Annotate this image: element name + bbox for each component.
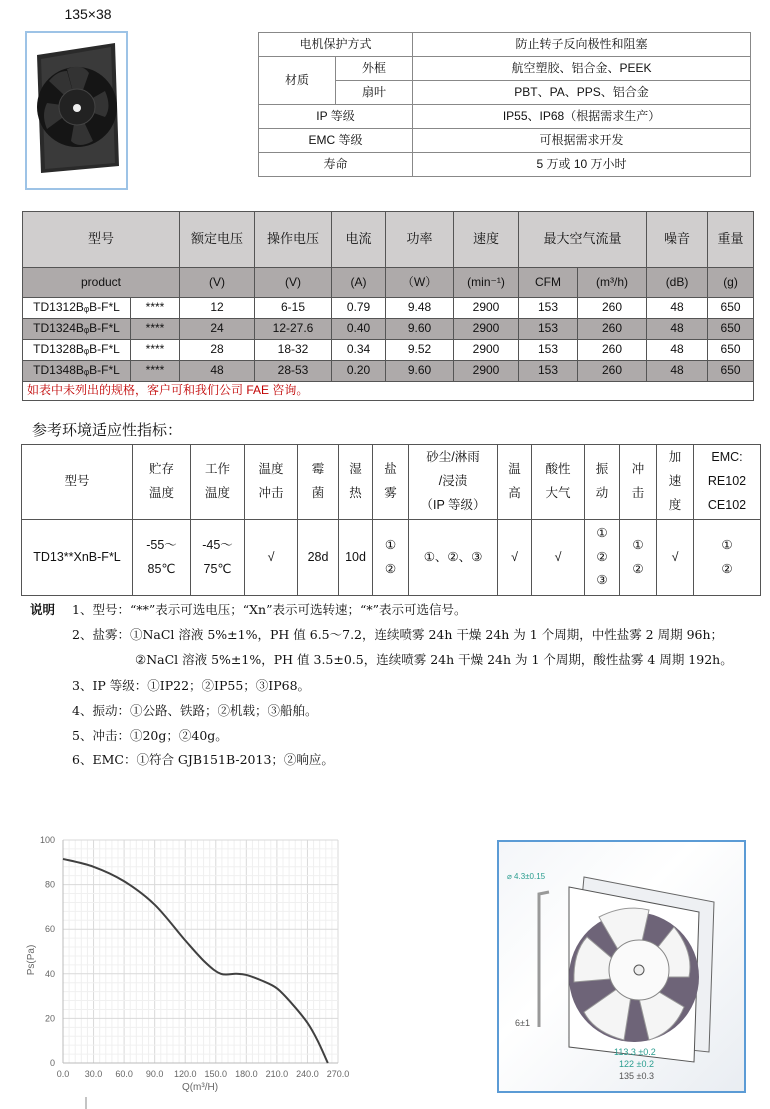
env-header-cell: 湿 热 [339, 445, 373, 520]
spec-table [258, 32, 751, 177]
y-tick-label: 20 [44, 1013, 55, 1024]
env-value-cell: √ [498, 520, 532, 596]
header-cell: 速度 [454, 212, 519, 268]
header-cell: 额定电压 [180, 212, 255, 268]
header-cell: 型号 [23, 212, 180, 268]
cell-m3h: 260 [578, 298, 647, 319]
env-header-cell: 冲 击 [620, 445, 657, 520]
cell-weight: 650 [708, 361, 754, 382]
header-cell: 操作电压 [255, 212, 332, 268]
env-header-cell: 盐 雾 [373, 445, 409, 520]
cell-code: **** [131, 298, 180, 319]
y-tick-label: 80 [44, 879, 55, 890]
note-item: 6、EMC：①符合 GJB151B-2013；②响应。 [72, 752, 334, 767]
cell-model: TD1348BᵩB-F*L [23, 361, 131, 382]
spec-label: EMC 等级 [259, 129, 413, 153]
fan-icon [27, 33, 126, 188]
dimension-122: 122 ±0.2 [619, 1059, 654, 1069]
cell-model: TD1324BᵩB-F*L [23, 319, 131, 340]
env-header-cell: 振 动 [585, 445, 620, 520]
unit-cell: （W） [386, 268, 454, 298]
unit-cell: (m³/h) [578, 268, 647, 298]
cell-speed: 2900 [454, 298, 519, 319]
env-header-cell: 温度 冲击 [245, 445, 298, 520]
x-tick-label: 150.0 [204, 1069, 228, 1079]
cell-cfm: 153 [519, 340, 578, 361]
note-item: ②NaCl 溶液 5%±1%，PH 值 3.5±0.5，连续喷雾 24h 干燥 24h 为 1 个周期，酸性盐雾 4 周期 192h。 [135, 652, 733, 667]
cell-m3h: 260 [578, 340, 647, 361]
model-table [22, 211, 754, 401]
cell-op_v: 12-27.6 [255, 319, 332, 340]
cell-rated_v: 24 [180, 319, 255, 340]
x-tick-label: 90.0 [145, 1069, 164, 1079]
env-header-cell: 酸性 大气 [532, 445, 585, 520]
env-value-cell: ① ② [620, 520, 657, 596]
header-cell: 电流 [332, 212, 386, 268]
cell-weight: 650 [708, 319, 754, 340]
cell-noise: 48 [647, 319, 708, 340]
header-cell: 功率 [386, 212, 454, 268]
env-table [21, 444, 761, 596]
cell-current: 0.20 [332, 361, 386, 382]
table-row [23, 319, 754, 340]
env-header-cell: EMC: RE102 CE102 [694, 445, 761, 520]
cell-power: 9.48 [386, 298, 454, 319]
dimension-113: 113.3 ±0.2 [614, 1047, 656, 1057]
unit-cell: (dB) [647, 268, 708, 298]
cell-weight: 650 [708, 298, 754, 319]
product-size-label: 135×38 [64, 6, 112, 22]
x-tick-label: 240.0 [296, 1069, 319, 1079]
env-value-cell: ①、②、③ [409, 520, 498, 596]
env-value-cell: ① ② [694, 520, 761, 596]
header-cell: 最大空气流量 [519, 212, 647, 268]
spec-sublabel: 外框 [336, 57, 413, 81]
cell-speed: 2900 [454, 361, 519, 382]
env-value-cell: ① ② ③ [585, 520, 620, 596]
env-value-cell: √ [657, 520, 694, 596]
cell-code: **** [131, 319, 180, 340]
env-value-cell: √ [245, 520, 298, 596]
env-header-cell: 型号 [22, 445, 133, 520]
y-tick-label: 60 [44, 924, 55, 935]
cell-noise: 48 [647, 361, 708, 382]
cell-noise: 48 [647, 298, 708, 319]
cell-current: 0.34 [332, 340, 386, 361]
cell-model: TD1312BᵩB-F*L [23, 298, 131, 319]
cell-op_v: 28-53 [255, 361, 332, 382]
cell-current: 0.79 [332, 298, 386, 319]
series-line [63, 859, 328, 1063]
env-header-cell: 霉 菌 [298, 445, 339, 520]
x-tick-label: 0.0 [56, 1069, 70, 1079]
unit-cell: product [23, 268, 180, 298]
x-tick-label: 30.0 [84, 1069, 103, 1079]
cell-cfm: 153 [519, 319, 578, 340]
env-header-cell: 工作 温度 [191, 445, 245, 520]
cell-rated_v: 28 [180, 340, 255, 361]
note-item: 1、型号：“**”表示可选电压；“Xn”表示可选转速；“*”表示可选信号。 [72, 602, 467, 617]
cell-current: 0.40 [332, 319, 386, 340]
y-tick-label: 0 [49, 1058, 55, 1068]
fan-drawing [497, 840, 746, 1093]
x-axis-label: Q(m³/H) [181, 1082, 219, 1093]
table-row [23, 361, 754, 382]
cell-m3h: 260 [578, 319, 647, 340]
note-item: 4、振动：①公路、铁路；②机载；③船舶。 [72, 703, 318, 718]
env-section-title: 参考环境适应性指标： [32, 422, 183, 439]
fan-drawing-icon [499, 842, 744, 1091]
header-cell: 重量 [708, 212, 754, 268]
cell-m3h: 260 [578, 361, 647, 382]
table-row [23, 298, 754, 319]
env-value-cell: 10d [339, 520, 373, 596]
table-note: 如表中未列出的规格，客户可和我们公司 FAE 咨询。 [23, 382, 754, 401]
spec-value: PBT、PA、PPS、铝合金 [413, 81, 751, 105]
cell-code: **** [131, 361, 180, 382]
cell-cfm: 153 [519, 361, 578, 382]
unit-cell: (A) [332, 268, 386, 298]
table-row [23, 340, 754, 361]
pq-curve-chart [0, 825, 370, 1109]
spec-value: 防止转子反向极性和阻塞 [413, 33, 751, 57]
unit-cell: (g) [708, 268, 754, 298]
x-tick-label: 120.0 [173, 1069, 197, 1079]
cell-power: 9.60 [386, 361, 454, 382]
x-tick-label: 210.0 [265, 1069, 289, 1079]
spec-label: 材质 [259, 57, 336, 105]
cell-weight: 650 [708, 340, 754, 361]
notes-label: 说明 [30, 602, 56, 617]
cell-code: **** [131, 340, 180, 361]
env-value-cell: 28d [298, 520, 339, 596]
cell-speed: 2900 [454, 340, 519, 361]
env-value-cell: -55～ 85℃ [133, 520, 191, 596]
env-header-cell: 温 高 [498, 445, 532, 520]
spec-value: 可根据需求开发 [413, 129, 751, 153]
spec-value: 5 万或 10 万小时 [413, 153, 751, 177]
spec-sublabel: 扇叶 [336, 81, 413, 105]
cell-rated_v: 12 [180, 298, 255, 319]
env-value-cell: √ [532, 520, 585, 596]
cell-power: 9.52 [386, 340, 454, 361]
unit-cell: (V) [255, 268, 332, 298]
spec-label: 电机保护方式 [259, 33, 413, 57]
dimension-135: 135 ±0.3 [619, 1071, 654, 1081]
env-value-cell: ① ② [373, 520, 409, 596]
cell-op_v: 6-15 [255, 298, 332, 319]
env-value-cell: TD13**XnB-F*L [22, 520, 133, 596]
note-item: 3、IP 等级：①IP22；②IP55；③IP68。 [72, 678, 311, 693]
cell-noise: 48 [647, 340, 708, 361]
cell-speed: 2900 [454, 319, 519, 340]
x-tick-label: 60.0 [115, 1069, 133, 1079]
y-tick-label: 40 [44, 968, 55, 979]
x-tick-label: 270.0 [326, 1069, 350, 1079]
cell-op_v: 18-32 [255, 340, 332, 361]
x-tick-label: 180.0 [235, 1069, 258, 1079]
cell-cfm: 153 [519, 298, 578, 319]
lead-dimension: 6±1 [515, 1018, 530, 1028]
note-item: 5、冲击：①20g；②40g。 [72, 728, 228, 743]
note-item: 2、盐雾：①NaCl 溶液 5%±1%，PH 值 6.5～7.2，连续喷雾 24h 干燥 24h 为 1 个周期，中性盐雾 2 周期 96h； [72, 627, 724, 642]
unit-cell: CFM [519, 268, 578, 298]
cell-model: TD1328BᵩB-F*L [23, 340, 131, 361]
fan-photo [25, 31, 128, 190]
y-tick-label: 100 [39, 835, 55, 845]
spec-value: 航空塑胶、铝合金、PEEK [413, 57, 751, 81]
unit-cell: (min⁻¹) [454, 268, 519, 298]
cell-rated_v: 48 [180, 361, 255, 382]
env-header-cell: 砂尘/淋雨 /浸渍 （IP 等级） [409, 445, 498, 520]
header-cell: 噪音 [647, 212, 708, 268]
unit-cell: (V) [180, 268, 255, 298]
cell-power: 9.60 [386, 319, 454, 340]
spec-label: IP 等级 [259, 105, 413, 129]
spec-value: IP55、IP68（根据需求生产） [413, 105, 751, 129]
hole-dimension: ⌀ 4.3±0.15 [507, 872, 546, 881]
env-header-cell: 加 速 度 [657, 445, 694, 520]
spec-label: 寿命 [259, 153, 413, 177]
env-value-cell: -45～ 75℃ [191, 520, 245, 596]
y-axis-label: Ps(Pa) [26, 944, 37, 976]
env-header-cell: 贮存 温度 [133, 445, 191, 520]
